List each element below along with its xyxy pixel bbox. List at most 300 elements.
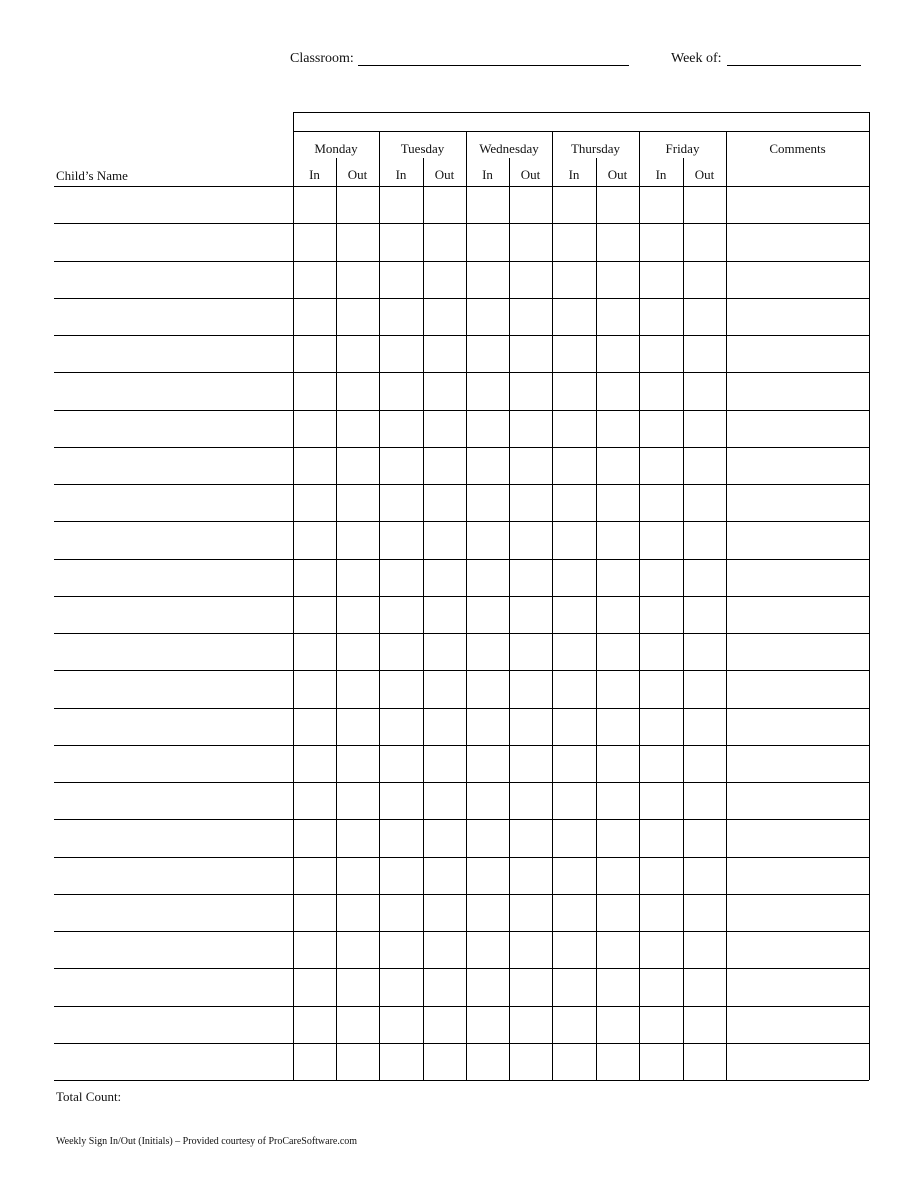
time-in-cell[interactable] [466,559,509,596]
time-out-cell[interactable] [336,559,379,596]
time-out-cell[interactable] [509,708,552,745]
time-out-cell[interactable] [423,521,466,558]
time-out-cell[interactable] [423,782,466,819]
time-out-cell[interactable] [509,1006,552,1043]
time-in-cell[interactable] [466,596,509,633]
time-out-cell[interactable] [509,335,552,372]
time-in-cell[interactable] [293,521,336,558]
time-in-cell[interactable] [293,261,336,298]
time-in-cell[interactable] [552,708,596,745]
time-in-cell[interactable] [466,447,509,484]
time-in-cell[interactable] [639,223,683,260]
time-in-cell[interactable] [293,745,336,782]
time-out-cell[interactable] [596,782,639,819]
comments-cell[interactable] [726,1043,869,1080]
time-out-cell[interactable] [423,708,466,745]
comments-cell[interactable] [726,819,869,856]
time-out-cell[interactable] [423,1006,466,1043]
time-out-cell[interactable] [683,1043,726,1080]
time-out-cell[interactable] [596,708,639,745]
week-of-label: Week of: [671,51,722,66]
time-in-cell[interactable] [639,745,683,782]
time-in-cell[interactable] [379,447,423,484]
time-in-cell[interactable] [293,596,336,633]
time-in-cell[interactable] [466,633,509,670]
comments-cell[interactable] [726,484,869,521]
time-out-cell[interactable] [336,708,379,745]
time-out-cell[interactable] [683,447,726,484]
time-in-cell[interactable] [293,633,336,670]
time-out-cell[interactable] [509,261,552,298]
time-out-cell[interactable] [336,782,379,819]
time-in-cell[interactable] [552,596,596,633]
time-in-cell[interactable] [379,857,423,894]
time-out-cell[interactable] [336,1043,379,1080]
time-out-cell[interactable] [423,931,466,968]
time-out-cell[interactable] [509,372,552,409]
child-name-cell[interactable] [54,708,293,745]
time-out-cell[interactable] [683,819,726,856]
time-out-cell[interactable] [423,1043,466,1080]
time-out-cell[interactable] [596,596,639,633]
time-out-cell[interactable] [509,633,552,670]
time-in-cell[interactable] [379,819,423,856]
time-out-cell[interactable] [596,261,639,298]
time-out-cell[interactable] [509,521,552,558]
time-out-cell[interactable] [683,1006,726,1043]
child-name-cell[interactable] [54,670,293,707]
classroom-field[interactable] [358,65,629,66]
time-in-cell[interactable] [379,670,423,707]
time-in-cell[interactable] [293,447,336,484]
time-out-cell[interactable] [509,745,552,782]
time-in-cell[interactable] [639,782,683,819]
time-in-cell[interactable] [552,447,596,484]
time-out-cell[interactable] [596,1006,639,1043]
time-out-cell[interactable] [509,447,552,484]
time-out-cell[interactable] [683,372,726,409]
time-in-cell[interactable] [293,298,336,335]
time-out-cell[interactable] [596,745,639,782]
time-out-cell[interactable] [596,484,639,521]
time-out-cell[interactable] [596,298,639,335]
time-in-cell[interactable] [379,1043,423,1080]
time-out-cell[interactable] [423,894,466,931]
time-in-cell[interactable] [379,782,423,819]
comments-cell[interactable] [726,559,869,596]
time-out-cell[interactable] [423,819,466,856]
time-in-cell[interactable] [466,186,509,223]
time-in-cell[interactable] [379,298,423,335]
time-out-cell[interactable] [336,298,379,335]
table-right-border [869,112,870,1080]
comments-cell[interactable] [726,1006,869,1043]
time-out-cell[interactable] [596,372,639,409]
time-in-cell[interactable] [379,633,423,670]
time-in-cell[interactable] [466,410,509,447]
time-in-cell[interactable] [379,708,423,745]
time-in-cell[interactable] [639,186,683,223]
time-out-cell[interactable] [683,708,726,745]
time-out-cell[interactable] [596,968,639,1005]
time-out-cell[interactable] [509,596,552,633]
time-in-cell[interactable] [639,1043,683,1080]
time-out-cell[interactable] [596,931,639,968]
time-in-cell[interactable] [552,819,596,856]
time-out-cell[interactable] [423,223,466,260]
time-out-cell[interactable] [423,745,466,782]
time-in-cell[interactable] [552,298,596,335]
time-in-cell[interactable] [552,670,596,707]
time-in-cell[interactable] [466,1006,509,1043]
time-out-cell[interactable] [596,447,639,484]
time-in-cell[interactable] [466,931,509,968]
comments-cell[interactable] [726,670,869,707]
child-name-cell[interactable] [54,521,293,558]
time-out-cell[interactable] [596,410,639,447]
time-out-cell[interactable] [509,670,552,707]
child-name-cell[interactable] [54,410,293,447]
time-in-cell[interactable] [379,596,423,633]
comments-cell[interactable] [726,372,869,409]
comments-cell[interactable] [726,521,869,558]
time-out-cell[interactable] [509,223,552,260]
comments-cell[interactable] [726,410,869,447]
child-name-cell[interactable] [54,223,293,260]
comments-cell[interactable] [726,633,869,670]
time-out-cell[interactable] [423,857,466,894]
child-name-cell[interactable] [54,894,293,931]
child-name-cell[interactable] [54,298,293,335]
time-in-cell[interactable] [466,521,509,558]
child-name-cell[interactable] [54,782,293,819]
time-out-cell[interactable] [423,484,466,521]
time-in-cell[interactable] [552,261,596,298]
comments-cell[interactable] [726,708,869,745]
time-in-cell[interactable] [466,968,509,1005]
comments-cell[interactable] [726,745,869,782]
time-out-cell[interactable] [683,521,726,558]
time-out-cell[interactable] [336,745,379,782]
time-out-cell[interactable] [509,819,552,856]
time-in-cell[interactable] [552,223,596,260]
time-in-cell[interactable] [639,447,683,484]
time-in-cell[interactable] [293,1043,336,1080]
time-in-cell[interactable] [379,559,423,596]
day-header-monday: Monday [314,141,358,156]
time-in-cell[interactable] [639,335,683,372]
time-out-cell[interactable] [596,819,639,856]
child-name-cell[interactable] [54,559,293,596]
time-out-cell[interactable] [509,1043,552,1080]
time-in-cell[interactable] [639,372,683,409]
child-name-cell[interactable] [54,633,293,670]
time-out-cell[interactable] [423,410,466,447]
time-in-cell[interactable] [466,372,509,409]
time-in-cell[interactable] [293,223,336,260]
time-in-cell[interactable] [639,521,683,558]
time-out-cell[interactable] [336,186,379,223]
time-in-cell[interactable] [639,1006,683,1043]
time-in-cell[interactable] [293,1006,336,1043]
time-in-cell[interactable] [379,745,423,782]
time-in-cell[interactable] [466,1043,509,1080]
comments-cell[interactable] [726,968,869,1005]
time-in-cell[interactable] [639,261,683,298]
time-out-cell[interactable] [423,633,466,670]
time-in-cell[interactable] [293,186,336,223]
child-name-cell[interactable] [54,484,293,521]
time-in-cell[interactable] [552,559,596,596]
time-out-cell[interactable] [336,335,379,372]
time-in-cell[interactable] [293,372,336,409]
comments-cell[interactable] [726,447,869,484]
time-out-cell[interactable] [683,335,726,372]
time-out-cell[interactable] [683,968,726,1005]
time-in-cell[interactable] [379,521,423,558]
time-out-cell[interactable] [423,298,466,335]
time-in-cell[interactable] [466,298,509,335]
child-name-cell[interactable] [54,372,293,409]
time-in-cell[interactable] [379,410,423,447]
time-in-cell[interactable] [466,708,509,745]
time-in-cell[interactable] [552,186,596,223]
time-in-cell[interactable] [639,857,683,894]
time-out-cell[interactable] [596,559,639,596]
time-in-cell[interactable] [293,931,336,968]
time-in-cell[interactable] [293,894,336,931]
comments-cell[interactable] [726,596,869,633]
child-name-cell[interactable] [54,261,293,298]
child-name-cell[interactable] [54,335,293,372]
time-in-cell[interactable] [466,484,509,521]
time-out-cell[interactable] [596,633,639,670]
time-out-cell[interactable] [683,745,726,782]
time-in-cell[interactable] [466,857,509,894]
total-count-label: Total Count: [56,1089,122,1104]
time-out-cell[interactable] [423,596,466,633]
table-top-border [293,112,869,113]
time-out-cell[interactable] [596,894,639,931]
time-out-cell[interactable] [336,223,379,260]
time-out-cell[interactable] [509,782,552,819]
time-out-cell[interactable] [683,298,726,335]
time-out-cell[interactable] [596,335,639,372]
in-header-tuesday: In [395,167,407,182]
time-in-cell[interactable] [466,670,509,707]
time-out-cell[interactable] [336,484,379,521]
time-in-cell[interactable] [466,223,509,260]
time-in-cell[interactable] [552,484,596,521]
time-in-cell[interactable] [293,335,336,372]
time-in-cell[interactable] [466,894,509,931]
time-out-cell[interactable] [336,857,379,894]
time-in-cell[interactable] [552,894,596,931]
time-in-cell[interactable] [379,372,423,409]
time-in-cell[interactable] [639,968,683,1005]
time-out-cell[interactable] [509,298,552,335]
time-in-cell[interactable] [552,335,596,372]
time-out-cell[interactable] [336,261,379,298]
time-in-cell[interactable] [552,745,596,782]
child-name-cell[interactable] [54,745,293,782]
day-header-friday: Friday [665,141,700,156]
comments-cell[interactable] [726,931,869,968]
time-in-cell[interactable] [293,782,336,819]
comments-cell[interactable] [726,894,869,931]
time-in-cell[interactable] [466,745,509,782]
time-in-cell[interactable] [639,931,683,968]
time-out-cell[interactable] [683,857,726,894]
time-out-cell[interactable] [509,931,552,968]
time-out-cell[interactable] [423,968,466,1005]
time-in-cell[interactable] [293,410,336,447]
time-in-cell[interactable] [379,223,423,260]
time-out-cell[interactable] [336,372,379,409]
time-in-cell[interactable] [639,708,683,745]
time-out-cell[interactable] [683,931,726,968]
time-out-cell[interactable] [423,261,466,298]
time-in-cell[interactable] [552,521,596,558]
time-in-cell[interactable] [293,708,336,745]
time-out-cell[interactable] [596,1043,639,1080]
child-name-cell[interactable] [54,596,293,633]
time-out-cell[interactable] [683,484,726,521]
time-out-cell[interactable] [596,670,639,707]
time-out-cell[interactable] [336,633,379,670]
time-out-cell[interactable] [423,670,466,707]
time-in-cell[interactable] [293,670,336,707]
comments-cell[interactable] [726,335,869,372]
comments-cell[interactable] [726,298,869,335]
time-out-cell[interactable] [509,559,552,596]
comments-cell[interactable] [726,223,869,260]
time-in-cell[interactable] [639,670,683,707]
child-name-cell[interactable] [54,1043,293,1080]
child-name-cell[interactable] [54,186,293,223]
time-in-cell[interactable] [379,894,423,931]
time-in-cell[interactable] [639,484,683,521]
time-out-cell[interactable] [336,447,379,484]
time-out-cell[interactable] [683,894,726,931]
time-in-cell[interactable] [293,819,336,856]
time-in-cell[interactable] [639,559,683,596]
time-out-cell[interactable] [336,894,379,931]
time-in-cell[interactable] [293,484,336,521]
time-in-cell[interactable] [552,931,596,968]
time-in-cell[interactable] [639,596,683,633]
time-in-cell[interactable] [293,857,336,894]
time-in-cell[interactable] [639,894,683,931]
time-out-cell[interactable] [596,857,639,894]
time-out-cell[interactable] [423,559,466,596]
time-in-cell[interactable] [552,1043,596,1080]
time-out-cell[interactable] [336,410,379,447]
time-in-cell[interactable] [379,261,423,298]
time-out-cell[interactable] [683,633,726,670]
time-in-cell[interactable] [639,819,683,856]
time-out-cell[interactable] [683,559,726,596]
time-in-cell[interactable] [379,335,423,372]
time-out-cell[interactable] [509,186,552,223]
time-out-cell[interactable] [596,186,639,223]
time-in-cell[interactable] [552,1006,596,1043]
in-header-monday: In [309,167,320,182]
comments-cell[interactable] [726,782,869,819]
time-in-cell[interactable] [639,298,683,335]
time-out-cell[interactable] [509,857,552,894]
time-out-cell[interactable] [336,1006,379,1043]
time-in-cell[interactable] [466,261,509,298]
child-name-cell[interactable] [54,819,293,856]
time-in-cell[interactable] [379,931,423,968]
time-in-cell[interactable] [293,968,336,1005]
out-header-wednesday: Out [520,167,541,182]
time-in-cell[interactable] [552,633,596,670]
time-in-cell[interactable] [293,559,336,596]
time-in-cell[interactable] [639,410,683,447]
week-of-field[interactable] [727,65,861,66]
comments-cell[interactable] [726,857,869,894]
time-out-cell[interactable] [509,410,552,447]
time-out-cell[interactable] [423,447,466,484]
time-in-cell[interactable] [552,857,596,894]
time-in-cell[interactable] [466,782,509,819]
time-in-cell[interactable] [379,484,423,521]
time-in-cell[interactable] [552,410,596,447]
time-in-cell[interactable] [379,1006,423,1043]
child-name-cell[interactable] [54,857,293,894]
time-out-cell[interactable] [336,819,379,856]
time-out-cell[interactable] [336,521,379,558]
time-out-cell[interactable] [683,186,726,223]
out-header-tuesday: Out [434,167,455,182]
time-in-cell[interactable] [379,968,423,1005]
time-in-cell[interactable] [466,819,509,856]
time-out-cell[interactable] [423,372,466,409]
time-out-cell[interactable] [683,782,726,819]
time-out-cell[interactable] [509,484,552,521]
time-out-cell[interactable] [336,968,379,1005]
time-out-cell[interactable] [683,261,726,298]
child-name-cell[interactable] [54,968,293,1005]
time-out-cell[interactable] [336,596,379,633]
time-in-cell[interactable] [379,186,423,223]
time-out-cell[interactable] [336,670,379,707]
time-in-cell[interactable] [552,372,596,409]
child-name-cell[interactable] [54,931,293,968]
time-in-cell[interactable] [639,633,683,670]
time-out-cell[interactable] [509,894,552,931]
time-out-cell[interactable] [683,670,726,707]
comments-cell[interactable] [726,261,869,298]
time-out-cell[interactable] [596,223,639,260]
time-out-cell[interactable] [423,335,466,372]
time-out-cell[interactable] [509,968,552,1005]
time-out-cell[interactable] [683,223,726,260]
time-out-cell[interactable] [683,596,726,633]
child-name-cell[interactable] [54,447,293,484]
time-out-cell[interactable] [683,410,726,447]
time-in-cell[interactable] [466,335,509,372]
time-in-cell[interactable] [552,782,596,819]
time-out-cell[interactable] [423,186,466,223]
time-out-cell[interactable] [596,521,639,558]
time-in-cell[interactable] [552,968,596,1005]
time-out-cell[interactable] [336,931,379,968]
comments-cell[interactable] [726,186,869,223]
child-name-cell[interactable] [54,1006,293,1043]
